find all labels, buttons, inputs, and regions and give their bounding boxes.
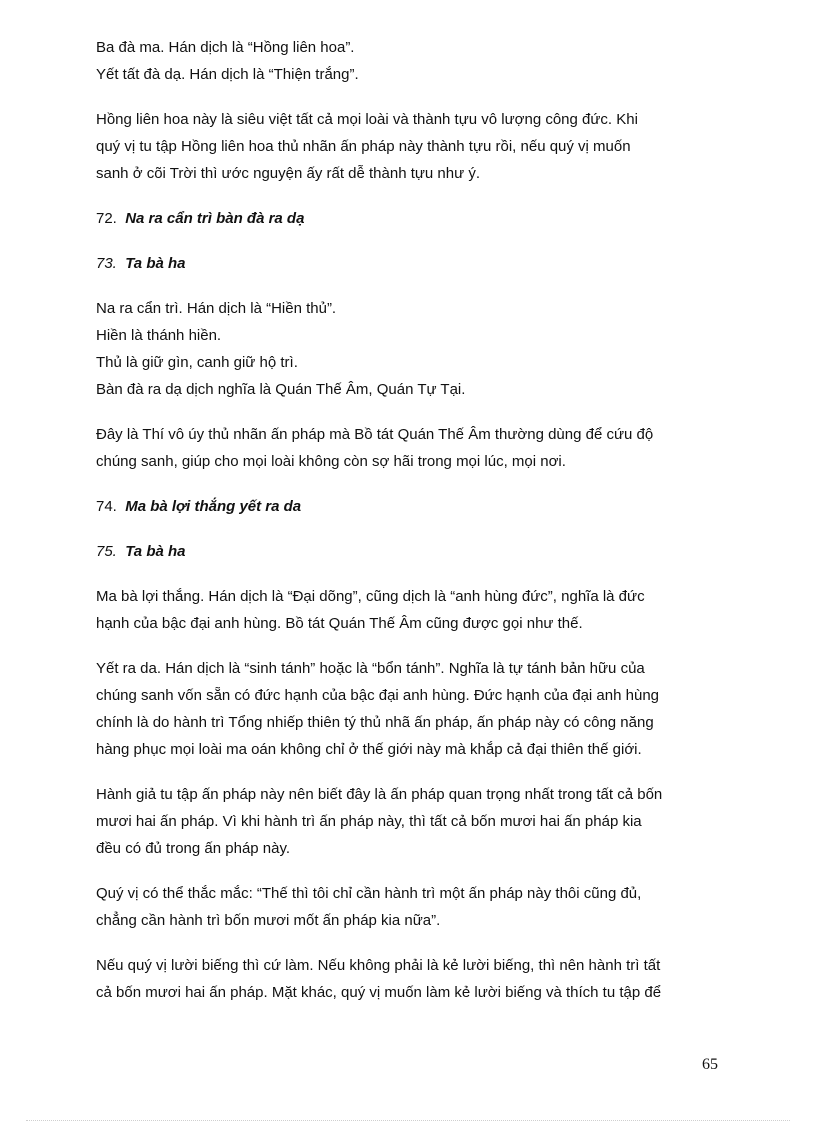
- page-bottom-divider: [26, 1120, 790, 1121]
- text-line: sanh ở cõi Trời thì ước nguyện ấy rất dễ thành tựu như ý.: [96, 165, 480, 182]
- text-line: Ba đà ma. Hán dịch là “Hồng liên hoa”.: [96, 39, 355, 56]
- verse-title: Ta bà ha: [125, 255, 186, 272]
- verse-heading-73: [96, 250, 726, 277]
- verse-number: 75.: [96, 543, 117, 560]
- paragraph-9: [96, 952, 726, 1006]
- text-line: cả bốn mươi hai ấn pháp. Mặt khác, quý vị muốn làm kẻ lười biếng và thích tu tập để: [96, 984, 662, 1001]
- text-line: Bàn đà ra dạ dịch nghĩa là Quán Thế Âm, Quán Tự Tại.: [96, 381, 466, 398]
- text-line: Na ra cẩn trì. Hán dịch là “Hiền thủ”.: [96, 300, 337, 317]
- paragraph-4: [96, 421, 726, 475]
- verse-heading-75: [96, 538, 726, 565]
- text-line: Nếu quý vị lười biếng thì cứ làm. Nếu không phải là kẻ lười biếng, thì nên hành trì tất: [96, 957, 661, 974]
- text-line: đều có đủ trong ấn pháp này.: [96, 840, 291, 857]
- paragraph-1: [96, 34, 726, 88]
- text-line: quý vị tu tập Hồng liên hoa thủ nhãn ấn pháp này thành tựu rồi, nếu quý vị muốn: [96, 138, 631, 155]
- paragraph-3: [96, 295, 726, 403]
- paragraph-7: [96, 781, 726, 862]
- verse-heading-72: [96, 205, 726, 232]
- verse-title: Ma bà lợi thắng yết ra da: [125, 498, 302, 515]
- text-line: Yết tất đà dạ. Hán dịch là “Thiện trắng”.: [96, 66, 359, 83]
- text-line: chúng sanh, giúp cho mọi loài không còn sợ hãi trong mọi lúc, mọi nơi.: [96, 453, 566, 470]
- text-line: hàng phục mọi loài ma oán không chỉ ở thế giới này mà khắp cả đại thiên thế giới.: [96, 741, 642, 758]
- paragraph-6: [96, 655, 726, 763]
- verse-number: 72.: [96, 210, 117, 227]
- text-line: Hiền là thánh hiền.: [96, 327, 222, 344]
- document-body: [96, 34, 726, 1006]
- paragraph-2: [96, 106, 726, 187]
- paragraph-8: [96, 880, 726, 934]
- text-line: Hành giả tu tập ấn pháp này nên biết đây là ấn pháp quan trọng nhất trong tất cả bốn: [96, 786, 663, 803]
- page-number: 65: [702, 1056, 718, 1073]
- paragraph-5: [96, 583, 726, 637]
- text-line: Hồng liên hoa này là siêu việt tất cả mọi loài và thành tựu vô lượng công đức. Khi: [96, 111, 638, 128]
- verse-heading-74: [96, 493, 726, 520]
- verse-number: 74.: [96, 498, 117, 515]
- text-line: Ma bà lợi thắng. Hán dịch là “Đại dõng”, cũng dịch là “anh hùng đức”, nghĩa là đức: [96, 588, 645, 605]
- text-line: Quý vị có thể thắc mắc: “Thế thì tôi chỉ cần hành trì một ấn pháp này thôi cũng đủ,: [96, 885, 642, 902]
- text-line: chẳng cần hành trì bốn mươi mốt ấn pháp kia nữa”.: [96, 912, 441, 929]
- verse-number: 73.: [96, 255, 117, 272]
- text-line: chính là do hành trì Tổng nhiếp thiên tý thủ nhã ấn pháp, ấn pháp này có công năng: [96, 714, 654, 731]
- verse-title: Na ra cẩn trì bàn đà ra dạ: [125, 210, 305, 227]
- text-line: chúng sanh vốn sẵn có đức hạnh của bậc đại anh hùng. Đức hạnh của đại anh hùng: [96, 687, 659, 704]
- text-line: hạnh của bậc đại anh hùng. Bồ tát Quán Thế Âm cũng được gọi như thế.: [96, 615, 583, 632]
- verse-title: Ta bà ha: [125, 543, 186, 560]
- text-line: Thủ là giữ gìn, canh giữ hộ trì.: [96, 354, 298, 371]
- text-line: Yết ra da. Hán dịch là “sinh tánh” hoặc là “bổn tánh”. Nghĩa là tự tánh bản hữu của: [96, 660, 645, 677]
- text-line: Đây là Thí vô úy thủ nhãn ấn pháp mà Bồ tát Quán Thế Âm thường dùng để cứu độ: [96, 426, 654, 443]
- text-line: mươi hai ấn pháp. Vì khi hành trì ấn pháp này, thì tất cả bốn mươi hai ấn pháp kia: [96, 813, 642, 830]
